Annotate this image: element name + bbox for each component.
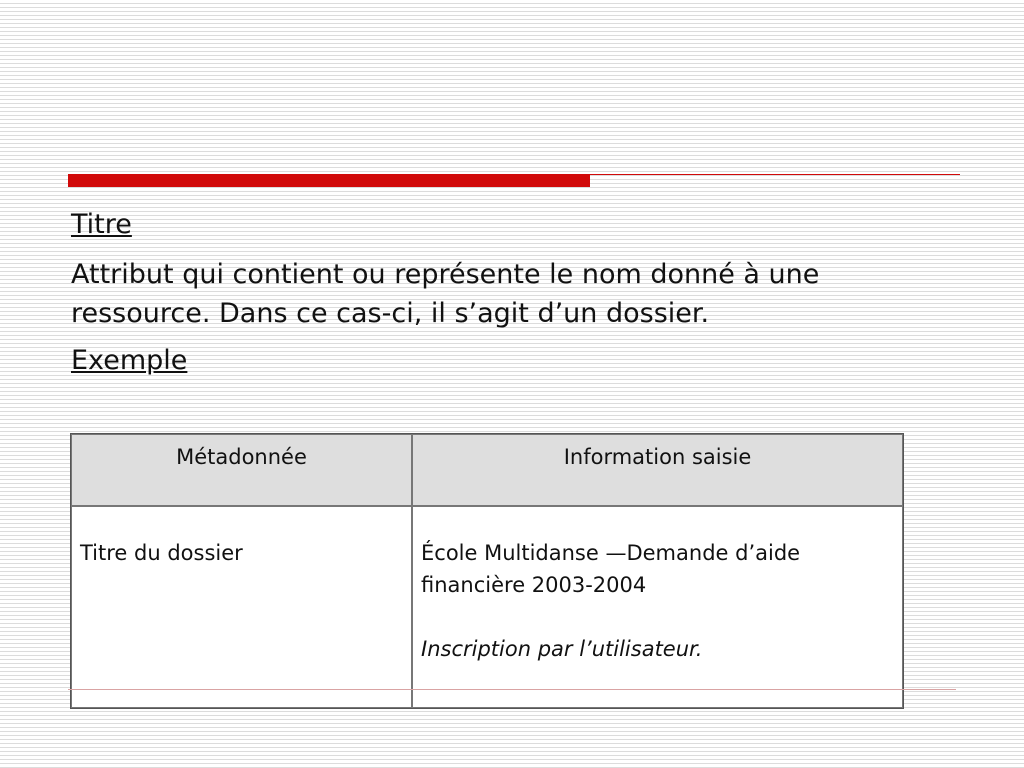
accent-rule xyxy=(590,174,960,175)
accent-bar xyxy=(68,174,590,187)
section-heading: Titre xyxy=(71,209,132,240)
table-header-row xyxy=(71,434,903,506)
value-text: École Multidanse —Demande d’aide financière 2003-2004 xyxy=(421,541,801,597)
value-cell xyxy=(412,506,903,708)
example-heading: Exemple xyxy=(71,345,188,376)
metadata-cell: Titre du dossier xyxy=(71,506,412,708)
slide-content xyxy=(71,207,951,379)
value-note: Inscription par l’utilisateur. xyxy=(421,637,703,661)
column-header-value: Information saisie xyxy=(412,434,903,506)
metadata-table xyxy=(70,433,904,709)
column-header-metadata: Métadonnée xyxy=(71,434,412,506)
title-accent-band xyxy=(68,174,960,188)
definition-text: Attribut qui contient ou représente le nom donné à une ressource. Dans ce cas-ci, il s’agit d’un dossier. xyxy=(71,259,820,329)
footer-rule xyxy=(68,689,956,690)
table-row xyxy=(71,506,903,708)
